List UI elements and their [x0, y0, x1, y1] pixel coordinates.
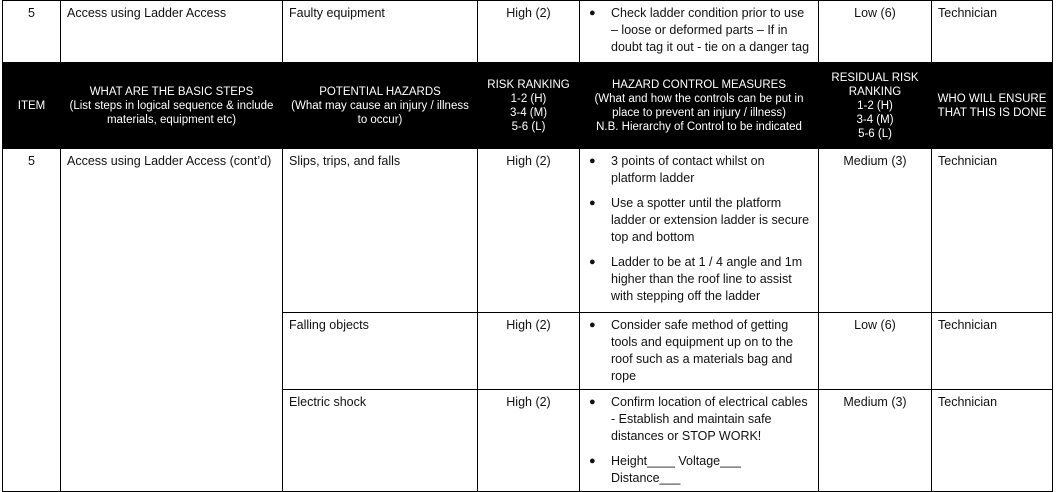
- bullet-icon: ●: [589, 197, 596, 209]
- residual-ranking: Medium (3): [819, 390, 932, 492]
- table-row: [3, 149, 1053, 313]
- risk-ranking: High (2): [478, 313, 580, 390]
- residual-ranking: Low (6): [819, 1, 932, 63]
- control-item: ● Height____ Voltage___ Distance___: [589, 454, 741, 485]
- responsible-person: Technician: [932, 390, 1053, 492]
- control-item: ● 3 points of contact whilst on platform ladder: [589, 154, 765, 185]
- bullet-icon: ●: [589, 319, 596, 331]
- control-measures: [580, 390, 819, 492]
- control-measures: [580, 1, 819, 63]
- residual-ranking: Medium (3): [819, 149, 932, 313]
- header-steps: WHAT ARE THE BASIC STEPS (List steps in logical sequence & include materials, equipment etc): [61, 63, 283, 149]
- bullet-icon: ●: [589, 455, 596, 467]
- basic-step: Access using Ladder Access (cont’d): [61, 149, 283, 492]
- bullet-icon: ●: [589, 396, 596, 408]
- header-row: [3, 63, 1053, 149]
- bullet-icon: ●: [589, 155, 596, 167]
- control-item: ● Confirm location of electrical cables - Establish and maintain safe distances or STOP WORK!: [589, 395, 808, 443]
- responsible-person: Technician: [932, 149, 1053, 313]
- responsible-person: Technician: [932, 1, 1053, 63]
- control-measures: [580, 313, 819, 390]
- control-item: ● Consider safe method of getting tools and equipment up on to the roof such as a materials bag and rope: [589, 318, 794, 383]
- control-item: ● Check ladder condition prior to use – loose or deformed parts – If in doubt tag it out - tie on a danger tag: [589, 6, 810, 54]
- responsible-person: Technician: [932, 313, 1053, 390]
- residual-ranking: Low (6): [819, 313, 932, 390]
- hazard: Falling objects: [283, 313, 478, 390]
- basic-step: Access using Ladder Access: [61, 1, 283, 63]
- header-item: ITEM: [3, 63, 61, 149]
- risk-ranking: High (2): [478, 149, 580, 313]
- hazard: Faulty equipment: [283, 1, 478, 63]
- control-measures: [580, 149, 819, 313]
- header-residual-risk: RESIDUAL RISK RANKING 1-2 (H) 3-4 (M) 5-6 (L): [819, 63, 932, 149]
- hazard: Slips, trips, and falls: [283, 149, 478, 313]
- bullet-icon: ●: [589, 256, 596, 268]
- control-item: ● Ladder to be at 1 / 4 angle and 1m higher than the roof line to assist with stepping off the ladder: [589, 255, 803, 303]
- bullet-icon: ●: [589, 7, 596, 19]
- risk-assessment-table: [2, 0, 1053, 492]
- risk-ranking: High (2): [478, 390, 580, 492]
- table-row: [3, 1, 1053, 63]
- item-number: 5: [3, 1, 61, 63]
- header-who: WHO WILL ENSURE THAT THIS IS DONE: [932, 63, 1053, 149]
- header-control-measures: HAZARD CONTROL MEASURES (What and how the controls can be put in place to prevent an injury / illness) N.B. Hierarchy of Control to be indicated: [580, 63, 819, 149]
- risk-ranking: High (2): [478, 1, 580, 63]
- hazard: Electric shock: [283, 390, 478, 492]
- control-item: ● Use a spotter until the platform ladder or extension ladder is secure top and bottom: [589, 196, 810, 244]
- header-risk-ranking: RISK RANKING 1-2 (H) 3-4 (M) 5-6 (L): [478, 63, 580, 149]
- header-hazards: POTENTIAL HAZARDS (What may cause an injury / illness to occur): [283, 63, 478, 149]
- item-number: 5: [3, 149, 61, 492]
